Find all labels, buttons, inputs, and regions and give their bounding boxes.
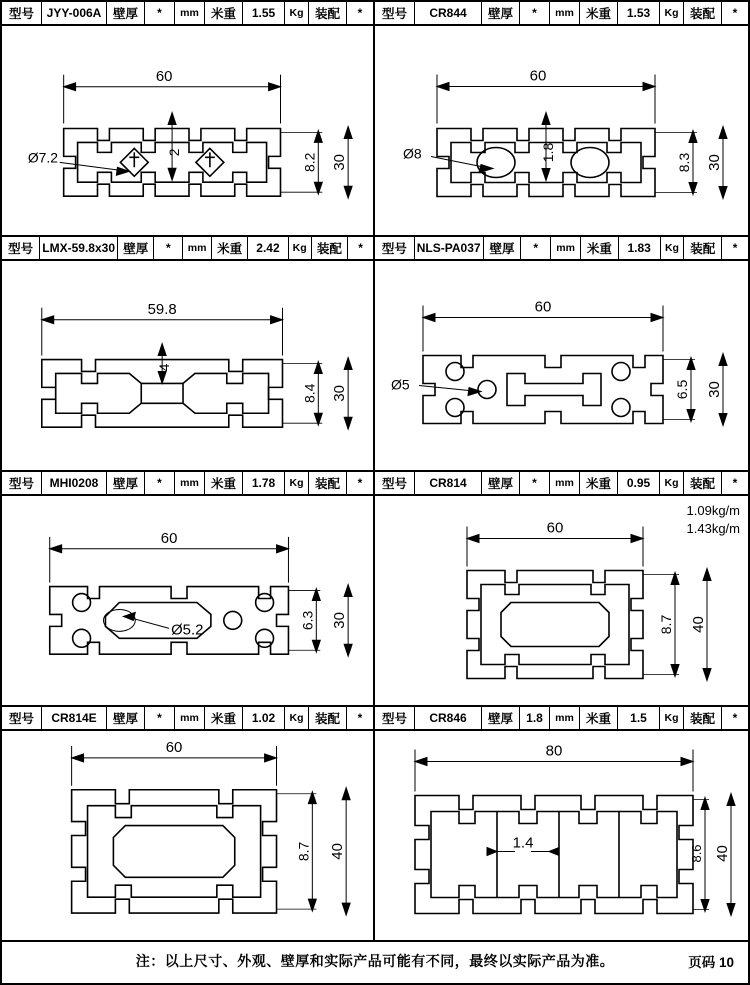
wall-label: 壁厚 — [118, 237, 154, 259]
dim-slot-8: 8.6 — [689, 844, 704, 863]
profile-drawing-1 — [2, 26, 373, 235]
wall-value: * — [154, 237, 183, 259]
dim-height-6: 40 — [690, 616, 707, 633]
dim-width-4: 60 — [534, 298, 552, 316]
assembly-label: 装配 — [309, 472, 347, 494]
profile-cell-5 — [2, 472, 375, 707]
cell-header — [375, 237, 748, 261]
mm-unit: mm — [550, 707, 580, 729]
model-label: 型号 — [375, 237, 415, 259]
cell-header — [375, 707, 748, 731]
model-label: 型号 — [375, 472, 415, 494]
cell-header — [375, 472, 748, 496]
assembly-value: * — [357, 711, 363, 725]
weight-label: 米重 — [580, 2, 618, 24]
profile-drawing-6 — [375, 496, 748, 705]
wall-label: 壁厚 — [482, 472, 520, 494]
profile-drawing-7 — [2, 731, 373, 940]
model-label: 型号 — [2, 472, 42, 494]
cell-header — [2, 237, 373, 261]
model-value: CR814E — [42, 707, 107, 729]
dim-slot-4: 6.5 — [674, 379, 690, 400]
dim-hole-4: Ø5 — [391, 376, 410, 393]
mm-unit: mm — [551, 237, 581, 259]
model-value: LMX-59.8x30 — [40, 237, 118, 259]
assembly-label: 装配 — [684, 237, 722, 259]
wall-value: * — [520, 472, 550, 494]
assembly-label: 装配 — [309, 707, 347, 729]
weight-value: 1.83 — [619, 237, 661, 259]
kg-unit: Kg — [285, 472, 309, 494]
wall-value: * — [145, 2, 175, 24]
wall-label: 壁厚 — [484, 237, 522, 259]
assembly-label: 装配 — [684, 707, 722, 729]
note-text: 注：以上尺寸、外观、壁厚和实际产品可能有不同，最终以实际产品为准。 — [135, 952, 615, 969]
mm-unit: mm — [175, 2, 205, 24]
assembly-value: * — [732, 241, 738, 255]
assembly-label: 装配 — [309, 2, 347, 24]
dim-height-2: 30 — [706, 154, 723, 171]
kg-unit: Kg — [660, 707, 684, 729]
profile-cell-1 — [2, 2, 375, 237]
assembly-label: 装配 — [684, 472, 722, 494]
dim-width-6: 60 — [546, 519, 564, 537]
dim-width-8: 80 — [545, 742, 563, 760]
dim-inner-8: 1.4 — [512, 834, 534, 852]
wall-value: * — [521, 237, 551, 259]
dim-slot-2: 8.3 — [676, 152, 692, 173]
weight-label: 米重 — [580, 707, 618, 729]
dim-slot-6: 8.7 — [658, 614, 674, 635]
dim-slot-7: 8.7 — [295, 841, 312, 862]
model-value: MHI0208 — [42, 472, 107, 494]
wall-label: 壁厚 — [482, 2, 520, 24]
profile-drawing-5 — [2, 496, 373, 705]
weight-label: 米重 — [212, 237, 248, 259]
dim-width-2: 60 — [529, 67, 547, 85]
model-label: 型号 — [2, 2, 42, 24]
profile-cell-4 — [375, 237, 748, 472]
extra-weight-1: 1.09kg/m — [686, 503, 740, 518]
weight-value: 1.02 — [243, 707, 285, 729]
weight-label: 米重 — [205, 707, 243, 729]
dim-height-7: 40 — [330, 843, 347, 860]
cell-header — [2, 707, 373, 731]
profile-cell-3 — [2, 237, 375, 472]
cell-header — [2, 2, 373, 26]
wall-value: * — [145, 472, 175, 494]
profile-drawing-4 — [375, 261, 748, 470]
model-label: 型号 — [2, 237, 40, 259]
kg-unit: Kg — [661, 237, 685, 259]
wall-label: 壁厚 — [107, 707, 145, 729]
weight-label: 米重 — [581, 237, 619, 259]
profile-cell-2 — [375, 2, 748, 237]
assembly-value: * — [732, 711, 738, 725]
weight-value: 1.55 — [243, 2, 285, 24]
dim-hole-2: Ø8 — [403, 145, 422, 162]
dim-slot-3: 8.4 — [301, 383, 318, 404]
assembly-label: 装配 — [312, 237, 348, 259]
weight-label: 米重 — [205, 2, 243, 24]
assembly-value: * — [357, 476, 363, 490]
kg-unit: Kg — [285, 707, 309, 729]
mm-unit: mm — [175, 707, 205, 729]
weight-value: 2.42 — [248, 237, 288, 259]
wall-value: * — [520, 2, 550, 24]
profile-grid — [2, 2, 748, 942]
dim-hole-1: Ø7.2 — [27, 149, 59, 166]
weight-label: 米重 — [580, 472, 618, 494]
dim-inner-1: 2 — [166, 148, 183, 157]
model-label: 型号 — [375, 707, 415, 729]
weight-value: 1.5 — [618, 707, 660, 729]
model-value: CR846 — [415, 707, 482, 729]
dim-width-5: 60 — [160, 530, 178, 547]
wall-label: 壁厚 — [482, 707, 520, 729]
dim-height-3: 30 — [332, 385, 349, 402]
cell-header — [2, 472, 373, 496]
mm-unit: mm — [550, 2, 580, 24]
dim-height-5: 30 — [332, 612, 349, 629]
profile-cell-7 — [2, 707, 375, 942]
mm-unit: mm — [550, 472, 580, 494]
model-value: CR814 — [415, 472, 482, 494]
dim-slot-5: 6.3 — [299, 610, 316, 631]
dim-hole-5: Ø5.2 — [171, 622, 204, 639]
dim-width-1: 60 — [155, 68, 173, 85]
model-label: 型号 — [375, 2, 415, 24]
assembly-value: * — [357, 6, 363, 20]
dim-height-4: 30 — [706, 381, 723, 398]
weight-value: 1.78 — [243, 472, 285, 494]
cell-header — [375, 2, 748, 26]
profile-drawing-3 — [2, 261, 373, 470]
dim-width-3: 59.8 — [147, 301, 177, 318]
extra-weight-2: 1.43kg/m — [686, 520, 740, 536]
footer-note — [2, 938, 748, 983]
assembly-value: * — [732, 6, 738, 20]
profile-cell-6 — [375, 472, 748, 707]
profile-drawing-8 — [375, 731, 748, 940]
model-label: 型号 — [2, 707, 42, 729]
weight-value: 1.53 — [618, 2, 660, 24]
profile-cell-8 — [375, 707, 748, 942]
profile-drawing-2 — [375, 26, 748, 235]
kg-unit: Kg — [285, 2, 309, 24]
mm-unit: mm — [183, 237, 212, 259]
kg-unit: Kg — [660, 472, 684, 494]
weight-value: 0.95 — [618, 472, 660, 494]
page-number: 页码 10 — [688, 954, 734, 970]
weight-label: 米重 — [205, 472, 243, 494]
mm-unit: mm — [175, 472, 205, 494]
dim-height-8: 40 — [714, 845, 731, 862]
kg-unit: Kg — [660, 2, 684, 24]
kg-unit: Kg — [289, 237, 312, 259]
dim-inner-3: 4 — [156, 363, 173, 372]
wall-label: 壁厚 — [107, 472, 145, 494]
dim-width-7: 60 — [165, 739, 183, 756]
dim-slot-1: 8.2 — [301, 152, 318, 173]
dim-inner-2: 1.8 — [540, 142, 556, 163]
wall-label: 壁厚 — [107, 2, 145, 24]
model-value: CR844 — [415, 2, 482, 24]
model-value: NLS-PA037 — [415, 237, 484, 259]
wall-value: 1.8 — [520, 707, 550, 729]
assembly-label: 装配 — [684, 2, 722, 24]
assembly-value: * — [358, 241, 363, 255]
model-value: JYY-006A — [42, 2, 107, 24]
assembly-value: * — [732, 476, 738, 490]
dim-height-1: 30 — [332, 154, 349, 171]
wall-value: * — [145, 707, 175, 729]
